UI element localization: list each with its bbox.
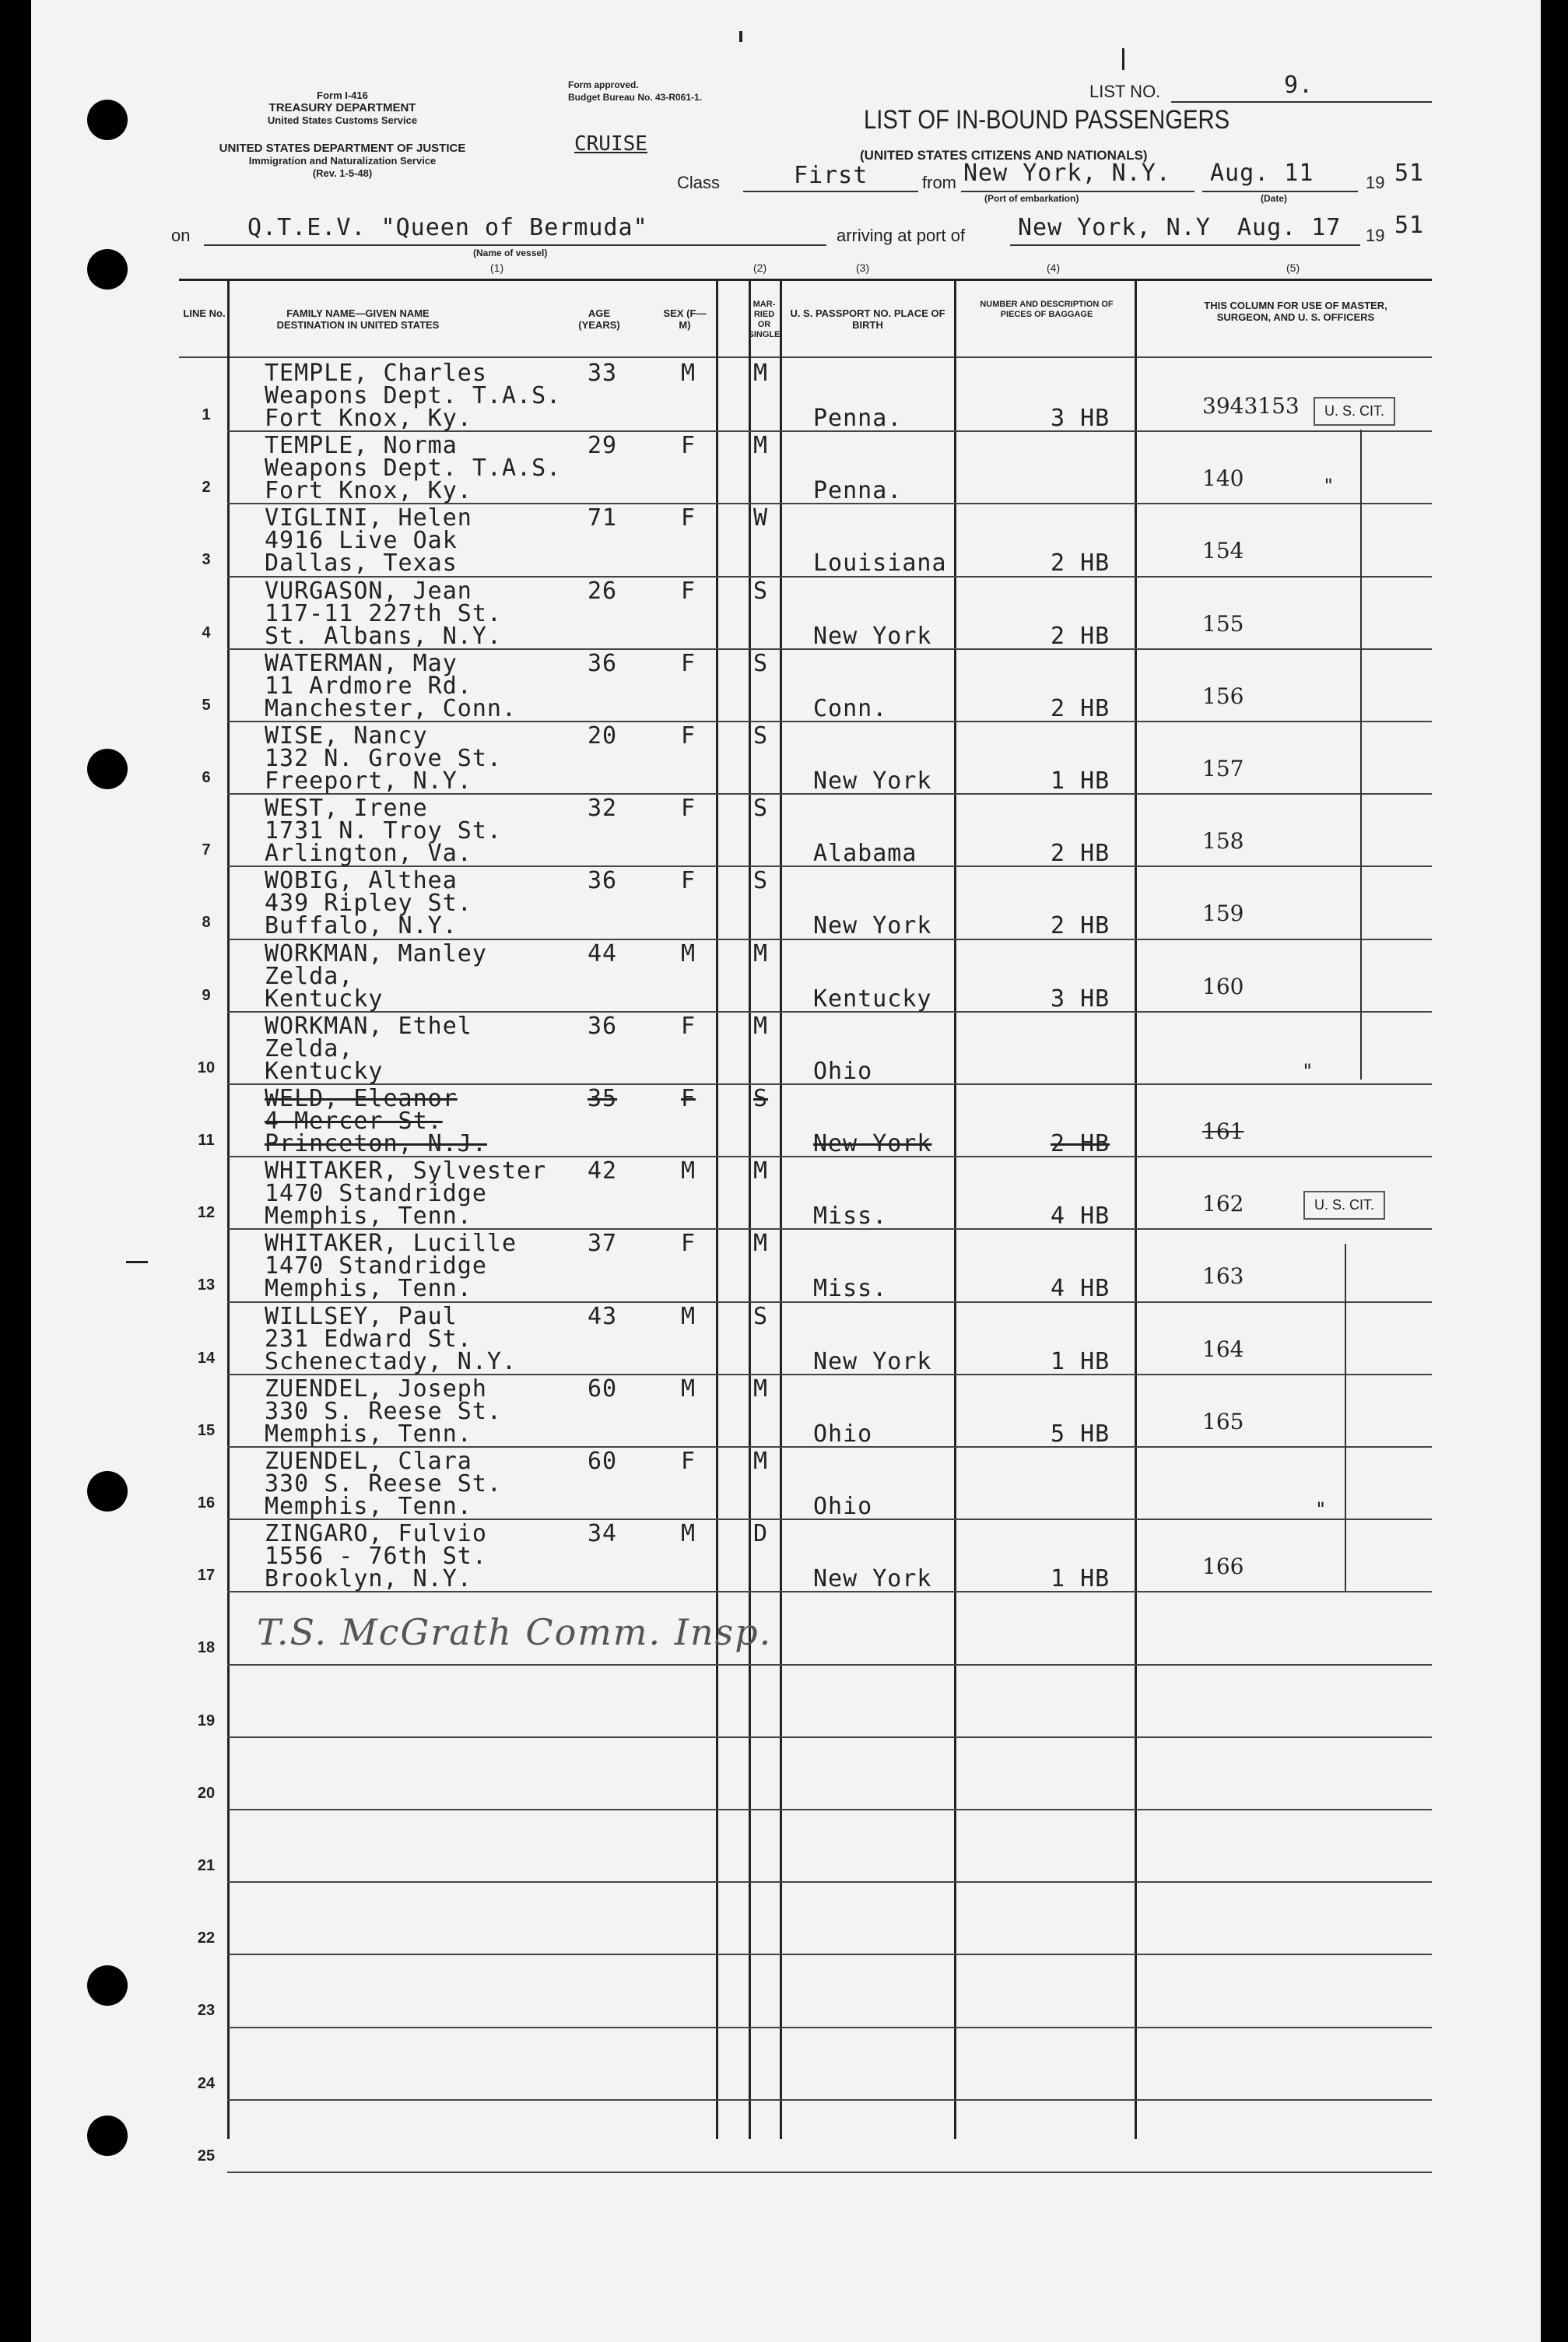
place-of-birth: New York xyxy=(813,1565,932,1593)
line-number: 16 xyxy=(197,1494,216,1512)
line-number: 20 xyxy=(197,1784,216,1802)
vessel-caption: (Name of vessel) xyxy=(473,248,548,258)
form-approved: Form approved. xyxy=(568,79,639,90)
marital-status: M xyxy=(753,939,769,967)
officer-number: 159 xyxy=(1202,901,1244,927)
passenger-address: 4916 Live Oak xyxy=(265,527,458,555)
line-number: 12 xyxy=(197,1204,216,1222)
baggage: 5 HB xyxy=(1051,1420,1110,1448)
place-of-birth: New York xyxy=(813,1130,932,1157)
marital-status: M xyxy=(753,1375,769,1403)
embark-year: 51 xyxy=(1394,160,1425,187)
line-number: 10 xyxy=(197,1059,216,1076)
line-number: 3 xyxy=(202,551,211,569)
passenger-name: WORKMAN, Manley xyxy=(265,939,487,967)
baggage: 3 HB xyxy=(1051,405,1110,432)
passenger-name: ZUENDEL, Joseph xyxy=(265,1375,487,1403)
header-officers: THIS COLUMN FOR USE OF MASTER, SURGEON, AND U. S. OFFICERS xyxy=(1204,300,1387,323)
passenger-address: 1470 Standridge xyxy=(265,1252,487,1280)
line-number: 8 xyxy=(202,914,211,932)
passenger-sex: M xyxy=(681,1520,696,1548)
passenger-age: 20 xyxy=(588,722,618,750)
passenger-name: WORKMAN, Ethel xyxy=(265,1012,472,1040)
place-of-birth: Miss. xyxy=(813,1203,888,1231)
passenger-city: Kentucky xyxy=(265,1057,384,1085)
passenger-name: TEMPLE, Norma xyxy=(265,432,458,460)
officer-number: 157 xyxy=(1202,756,1244,781)
cruise-label: CRUISE xyxy=(574,132,647,156)
row-divider xyxy=(227,2027,1432,2028)
passenger-name: ZINGARO, Fulvio xyxy=(265,1520,487,1548)
vessel-name: Q.T.E.V. "Queen of Bermuda" xyxy=(247,214,648,241)
place-of-birth: New York xyxy=(813,767,932,795)
place-of-birth: Ohio xyxy=(813,1493,873,1520)
passenger-name: VURGASON, Jean xyxy=(265,577,472,605)
header-passport: U. S. PASSPORT NO. PLACE OF BIRTH xyxy=(790,307,945,331)
passenger-city: St. Albans, N.Y. xyxy=(265,622,502,650)
passenger-city: Brooklyn, N.Y. xyxy=(265,1565,472,1593)
passenger-sex: F xyxy=(681,1012,696,1040)
passenger-sex: F xyxy=(681,504,696,532)
budget-bureau: Budget Bureau No. 43-R061-1. xyxy=(568,92,703,103)
passenger-name: VIGLINI, Helen xyxy=(265,504,472,532)
passenger-address: 117-11 227th St. xyxy=(265,599,502,627)
class-label: Class xyxy=(677,173,721,192)
passenger-name: WHITAKER, Lucille xyxy=(265,1230,517,1258)
passenger-name: WATERMAN, May xyxy=(265,649,458,677)
passenger-sex: F xyxy=(681,867,696,895)
row-divider xyxy=(227,1664,1432,1666)
header-line-no: LINE No. xyxy=(183,307,226,319)
passenger-sex: M xyxy=(681,360,696,387)
passenger-city: Fort Knox, Ky. xyxy=(265,477,472,505)
place-of-birth: Louisiana xyxy=(813,550,947,578)
baggage: 2 HB xyxy=(1051,622,1110,650)
passenger-sex: M xyxy=(681,1302,696,1330)
line-number: 5 xyxy=(202,696,211,714)
passenger-sex: F xyxy=(681,722,696,750)
passenger-address: 1731 N. Troy St. xyxy=(265,817,502,845)
header-age: AGE (YEARS) xyxy=(578,307,620,331)
place-of-birth: New York xyxy=(813,622,932,650)
line-number: 19 xyxy=(197,1712,216,1729)
passenger-address: 330 S. Reese St. xyxy=(265,1470,502,1498)
col-num-5: (5) xyxy=(1286,262,1300,274)
passenger-address: 330 S. Reese St. xyxy=(265,1397,502,1425)
place-of-birth: Kentucky xyxy=(813,985,932,1013)
passenger-name: TEMPLE, Charles xyxy=(265,360,487,387)
col-num-3: (3) xyxy=(856,262,870,274)
line-number: 17 xyxy=(197,1567,216,1585)
line-number: 23 xyxy=(197,2002,216,2020)
passenger-age: 44 xyxy=(588,939,618,967)
marital-status: M xyxy=(753,1448,769,1475)
arrival-year-prefix: 19 xyxy=(1366,226,1385,245)
passenger-name: WEST, Irene xyxy=(265,795,428,823)
header-name: FAMILY NAME—GIVEN NAME DESTINATION IN UNITED STATES xyxy=(276,307,440,331)
line-number: 25 xyxy=(197,2147,216,2165)
row-divider xyxy=(227,1881,1432,1883)
officer-number: 165 xyxy=(1202,1408,1244,1434)
passenger-age: 71 xyxy=(588,504,618,532)
treasury-dept: TREASURY DEPARTMENT xyxy=(268,101,416,114)
row-divider xyxy=(227,1954,1432,1955)
passenger-city: Arlington, Va. xyxy=(265,840,472,868)
passenger-city: Memphis, Tenn. xyxy=(265,1420,472,1448)
customs-service: United States Customs Service xyxy=(267,114,418,126)
passenger-age: 32 xyxy=(588,795,618,823)
marital-status: M xyxy=(753,360,769,387)
passenger-address: 1470 Standridge xyxy=(265,1180,487,1208)
passenger-age: 36 xyxy=(588,649,618,677)
marital-status: S xyxy=(753,649,769,677)
punch-hole xyxy=(87,100,128,140)
line-number: 18 xyxy=(197,1639,216,1657)
immigration-service: Immigration and Naturalization Service xyxy=(248,155,437,167)
place-of-birth: Miss. xyxy=(813,1275,888,1303)
officer-number: 156 xyxy=(1202,683,1244,709)
arrival-year: 51 xyxy=(1394,212,1425,239)
marital-status: M xyxy=(753,1012,769,1040)
officer-number: 154 xyxy=(1202,538,1244,564)
header-sex: SEX (F—M) xyxy=(663,307,707,331)
passenger-age: 60 xyxy=(588,1448,618,1475)
marital-status: M xyxy=(753,1157,769,1185)
header-baggage: NUMBER AND DESCRIPTION OF PIECES OF BAGGAGE xyxy=(980,300,1114,319)
passenger-city: Memphis, Tenn. xyxy=(265,1203,472,1231)
passenger-age: 43 xyxy=(588,1302,618,1330)
line-number: 11 xyxy=(198,1132,215,1149)
officer-number: 163 xyxy=(1202,1263,1244,1290)
officer-number: 160 xyxy=(1202,973,1244,999)
passenger-address: Zelda, xyxy=(265,1034,354,1062)
baggage: 1 HB xyxy=(1051,1347,1110,1375)
officer-number: 140 xyxy=(1202,465,1244,492)
passenger-sex: F xyxy=(681,1448,696,1475)
passenger-sex: M xyxy=(681,939,696,967)
place-of-birth: Penna. xyxy=(813,405,903,432)
passenger-address: 132 N. Grove St. xyxy=(265,745,502,772)
passenger-city: Dallas, Texas xyxy=(265,550,458,578)
form-title: LIST OF IN-BOUND PASSENGERS xyxy=(864,105,1230,135)
baggage: 1 HB xyxy=(1051,1565,1110,1593)
arrival-date: Aug. 17 xyxy=(1237,214,1342,241)
baggage: 4 HB xyxy=(1051,1203,1110,1231)
passenger-age: 34 xyxy=(588,1520,618,1548)
place-of-birth: New York xyxy=(813,1347,932,1375)
baggage: 1 HB xyxy=(1051,767,1110,795)
passenger-age: 29 xyxy=(588,432,618,460)
line-number: 2 xyxy=(202,479,211,497)
passenger-sex: F xyxy=(681,577,696,605)
line-number: 15 xyxy=(197,1421,216,1439)
justice-dept: UNITED STATES DEPARTMENT OF JUSTICE xyxy=(219,142,466,155)
passenger-address: 439 Ripley St. xyxy=(265,890,472,918)
marital-status: S xyxy=(753,577,769,605)
passenger-name: WILLSEY, Paul xyxy=(265,1302,458,1330)
ditto-mark-3: " xyxy=(1315,1498,1327,1520)
passenger-sex: F xyxy=(681,795,696,823)
punch-hole xyxy=(87,249,128,290)
baggage: 2 HB xyxy=(1051,912,1110,940)
line-number: 22 xyxy=(197,1929,216,1947)
line-number: 24 xyxy=(197,2074,216,2092)
officer-number: 162 xyxy=(1202,1191,1244,1217)
place-of-birth: New York xyxy=(813,912,932,940)
line-number: 13 xyxy=(197,1276,216,1294)
arriving-label: arriving at port of xyxy=(837,226,966,245)
class-value: First xyxy=(794,162,868,189)
marital-status: M xyxy=(753,432,769,460)
officer-number: 166 xyxy=(1202,1554,1244,1580)
passenger-city: Buffalo, N.Y. xyxy=(265,912,458,940)
place-of-birth: Penna. xyxy=(813,477,903,505)
col-num-1: (1) xyxy=(490,262,504,274)
passenger-name: WOBIG, Althea xyxy=(265,867,458,895)
baggage: 2 HB xyxy=(1051,550,1110,578)
place-of-birth: Alabama xyxy=(813,840,917,868)
header-married: MAR-RIED OR SINGLE xyxy=(748,300,780,339)
punch-hole xyxy=(87,1965,128,2006)
passenger-city: Fort Knox, Ky. xyxy=(265,405,472,432)
passenger-sex: M xyxy=(681,1375,696,1403)
passenger-address: Weapons Dept. T.A.S. xyxy=(265,455,562,483)
passenger-sex: F xyxy=(681,432,696,460)
line-number: 14 xyxy=(197,1349,216,1367)
marital-status: D xyxy=(753,1520,769,1548)
marital-status: S xyxy=(753,867,769,895)
baggage: 2 HB xyxy=(1051,840,1110,868)
passenger-sex: F xyxy=(681,1230,696,1258)
passenger-name: WISE, Nancy xyxy=(265,722,428,750)
passenger-age: 33 xyxy=(588,360,618,387)
line-number: 7 xyxy=(202,841,211,859)
passenger-age: 35 xyxy=(588,1085,618,1112)
passenger-city: Memphis, Tenn. xyxy=(265,1493,472,1520)
row-divider xyxy=(227,2099,1432,2101)
passenger-sex: F xyxy=(681,649,696,677)
baggage: 2 HB xyxy=(1051,1130,1110,1157)
ditto-mark-2: " xyxy=(1302,1060,1314,1082)
manifest-page xyxy=(31,0,1541,2342)
row-divider xyxy=(227,2172,1432,2173)
punch-hole xyxy=(87,2116,128,2156)
passenger-city: Princeton, N.J. xyxy=(265,1130,487,1157)
passenger-sex: F xyxy=(681,1085,696,1112)
line-number: 21 xyxy=(197,1857,216,1874)
embark-year-prefix: 19 xyxy=(1366,173,1385,192)
embark-port: New York, N.Y. xyxy=(963,160,1171,187)
form-subtitle: (UNITED STATES CITIZENS AND NATIONALS) xyxy=(860,148,1148,163)
passenger-address: 231 Edward St. xyxy=(265,1325,472,1353)
passenger-address: 4 Mercer St. xyxy=(265,1108,443,1135)
baggage: 3 HB xyxy=(1051,985,1110,1013)
date-caption: (Date) xyxy=(1261,193,1288,204)
passenger-age: 36 xyxy=(588,867,618,895)
passenger-address: Zelda, xyxy=(265,962,354,990)
passenger-city: Schenectady, N.Y. xyxy=(265,1347,517,1375)
passenger-age: 60 xyxy=(588,1375,618,1403)
passenger-age: 36 xyxy=(588,1012,618,1040)
embark-caption: (Port of embarkation) xyxy=(984,193,1079,204)
line-number: 1 xyxy=(202,406,211,423)
officer-number: 158 xyxy=(1202,828,1244,855)
line-number: 9 xyxy=(202,986,211,1004)
marital-status: S xyxy=(753,1302,769,1330)
form-number: Form I-416 xyxy=(317,90,368,101)
marital-status: S xyxy=(753,722,769,750)
officer-number: 164 xyxy=(1202,1336,1244,1362)
place-of-birth: Conn. xyxy=(813,694,888,722)
passenger-name: WHITAKER, Sylvester xyxy=(265,1157,547,1185)
line-number: 4 xyxy=(202,623,211,641)
us-cit-stamp-mid: U. S. CIT. xyxy=(1303,1191,1385,1220)
place-of-birth: Ohio xyxy=(813,1057,873,1085)
on-label: on xyxy=(171,226,191,245)
passenger-city: Kentucky xyxy=(265,985,384,1013)
signature: T.S. McGrath Comm. Insp. xyxy=(257,1611,773,1653)
baggage: 4 HB xyxy=(1051,1275,1110,1303)
officer-number: 161 xyxy=(1202,1118,1244,1144)
passenger-age: 37 xyxy=(588,1230,618,1258)
place-of-birth: Ohio xyxy=(813,1420,873,1448)
marital-status: S xyxy=(753,795,769,823)
marital-status: M xyxy=(753,1230,769,1258)
ditto-mark-1: " xyxy=(1323,475,1335,497)
passenger-age: 26 xyxy=(588,577,618,605)
passenger-address: 1556 - 76th St. xyxy=(265,1543,487,1571)
col-num-2: (2) xyxy=(753,262,767,274)
arrival-port: New York, N.Y xyxy=(1018,214,1211,241)
embark-date: Aug. 11 xyxy=(1210,160,1314,187)
list-no-label: LIST NO. xyxy=(1089,82,1161,101)
passenger-city: Freeport, N.Y. xyxy=(265,767,472,795)
passenger-name: WELD, Eleanor xyxy=(265,1085,458,1112)
us-cit-stamp-top: U. S. CIT. xyxy=(1314,397,1395,426)
passenger-address: 11 Ardmore Rd. xyxy=(265,672,472,700)
row-divider xyxy=(227,1736,1432,1738)
revision: (Rev. 1-5-48) xyxy=(312,167,373,179)
officer-number: 155 xyxy=(1202,610,1244,637)
marital-status: S xyxy=(753,1085,769,1112)
passenger-address: Weapons Dept. T.A.S. xyxy=(265,382,562,409)
officer-number: 3943153 xyxy=(1202,393,1300,419)
passenger-sex: M xyxy=(681,1157,696,1185)
from-label: from xyxy=(922,173,956,192)
passenger-name: ZUENDEL, Clara xyxy=(265,1448,472,1475)
list-no: 9. xyxy=(1284,72,1314,99)
row-divider xyxy=(227,1809,1432,1810)
line-number: 6 xyxy=(202,769,211,786)
punch-hole xyxy=(87,749,128,789)
marital-status: W xyxy=(753,504,769,532)
baggage: 2 HB xyxy=(1051,694,1110,722)
passenger-age: 42 xyxy=(588,1157,618,1185)
punch-hole xyxy=(87,1471,128,1512)
passenger-city: Memphis, Tenn. xyxy=(265,1275,472,1303)
col-num-4: (4) xyxy=(1047,262,1061,274)
passenger-city: Manchester, Conn. xyxy=(265,694,517,722)
